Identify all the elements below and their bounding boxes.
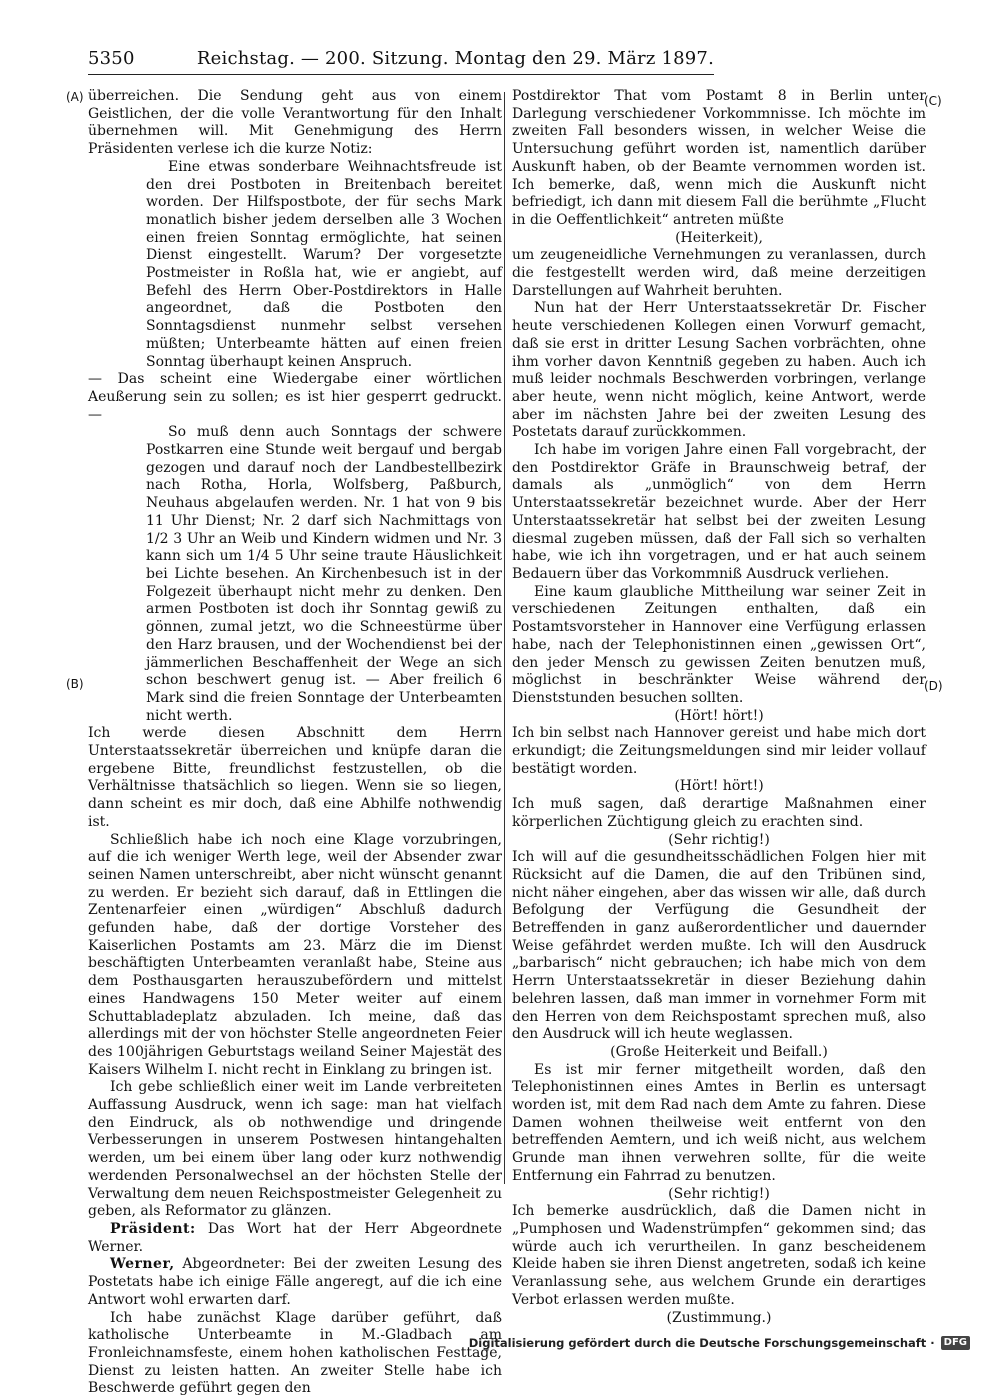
running-title: Reichstag. — 200. Sitzung. Montag den 29. März 1897. (196, 47, 714, 69)
margin-mark-a: (A) (66, 90, 84, 104)
page-number: 5350 (88, 47, 135, 69)
paragraph: — Das scheint eine Wiedergabe einer wörtlichen Aeußerung sein zu sollen; es ist hier gesperrt gedruckt. — (88, 371, 502, 423)
quoted-notice: Eine etwas sonderbare Weihnachtsfreude ist den drei Postboten in Breitenbach bereitet worden. Der Hilfspostbote, der für sechs Mark monatlich bisher jedem derselben alle 3 Wochen einen freien Sonntag ermöglichte, hat seinen Dienst eingestellt. Warum? Der vorgesetzte Postmeister in Roßla hat, wie er angiebt, auf Befehl des Herrn Ober-Postdirektors in Halle angeordnet, daß die Postboten den Sonntagsdienst nunmehr selbst versehen müßten; Unterbeamte hätten auf einen freien Sonntag überhaupt keinen Anspruch. (146, 158, 502, 370)
interjection: (Sehr richtig!) (668, 831, 770, 848)
left-column (88, 88, 503, 1397)
paragraph: Ich bemerke ausdrücklich, daß die Damen nicht in „Pumphosen und Wadenstrümpfen“ gekommen sind; das würde auch ich verurtheilen. In ganz bescheidenem Kleide haben sie ihren Dienst angetreten, sodaß ich keine Veranlassung sehe, aus welchem Grunde ein derartiges Verbot erlassen werden mußte. (512, 1203, 926, 1308)
margin-mark-d: (D) (924, 679, 943, 693)
paragraph: Ich habe zunächst Klage darüber geführt, daß katholische Unterbeamte in M.-Gladbach am Fronleichnamsfeste, einem hohen katholischen Festtage, Dienst zu leisten hatten. An zweiter Stelle habe ich Beschwerde geführt gegen den (88, 1309, 502, 1397)
right-column (512, 88, 926, 1326)
footer-credit (469, 1334, 970, 1352)
interjection: (Große Heiterkeit und Beifall.) (610, 1043, 828, 1060)
paragraph: Eine kaum glaubliche Mittheilung war seiner Zeit in verschiedenen Zeitungen enthalten, daß ein Postamtsvorsteher in Hannover eine Verfügung erlassen habe, nach der Telephonistinnen einen „gewissen Ort“, den jeder Mensch zu gewissen Zeiten benutzen muß, möglichst in beschränkter Weise während der Dienststunden besuchen sollten. (512, 583, 926, 706)
speech-praesident (88, 1221, 502, 1256)
interjection: (Hört! hört!) (674, 707, 764, 724)
dfg-logo: DFG (941, 1336, 970, 1350)
interjection: (Heiterkeit), (675, 229, 763, 246)
page-header (88, 44, 714, 72)
paragraph: Es ist mir ferner mitgetheilt worden, daß den Telephonistinnen eines Amtes in Berlin es untersagt worden ist, mit dem Rad nach dem Amte zu fahren. Diese Damen wohnen theilweise weit entfernt von den betreffenden Aemtern, und ich weiß nicht, aus welchem Grunde man ihnen verwehren sollte, für die weite Entfernung ein Fahrrad zu benutzen. (512, 1061, 926, 1184)
header-rule (88, 74, 714, 75)
interjection: (Sehr richtig!) (668, 1185, 770, 1202)
paragraph: Nun hat der Herr Unterstaatssekretär Dr. Fischer heute verschiedenen Kollegen einen Vorwurf gemacht, daß sie erst in dritter Lesung Sachen vorbrächten, ohne ihm vorher davon Kenntniß gegeben zu haben. Auch ich muß leider nochmals Beschwerden vorbringen, verlange aber heute, wenn nicht möglich, keine Antwort, werde aber im nächsten Jahre bei der zweiten Lesung des Postetats darauf zurückkommen. (512, 300, 926, 441)
speech-werner (88, 1256, 502, 1309)
paragraph: Ich will auf die gesundheitsschädlichen Folgen hier mit Rücksicht auf die Damen, die auf den Tribünen sind, nicht näher eingehen, aber das wissen wir alle, daß durch Befolgung der Verfügung die Gesundheit der Betreffenden in ganz außerordentlicher und dauernder Weise gefährdet werden mußte. Ich will den Ausdruck „barbarisch“ nicht gebrauchen; ich habe mich von dem Herrn Unterstaatssekretär in dieser Beziehung dahin belehren lassen, daß man immer in vornehmer Form mit den Herren von dem Reichspostamt sprechen muß, also den Ausdruck will ich heute weglassen. (512, 849, 926, 1043)
margin-mark-b: (B) (66, 677, 84, 691)
interjection: (Hört! hört!) (674, 778, 764, 795)
paragraph: um zeugeneidliche Vernehmungen zu veranlassen, durch die festgestellt werden wird, daß meine derzeitigen Darstellungen auf Wahrheit beruhten. (512, 247, 926, 299)
speaker-name: Präsident: (110, 1221, 196, 1237)
quoted-notice: So muß denn auch Sonntags der schwere Postkarren eine Stunde weit bergauf und bergab gezogen und darauf noch der Landbestellbezirk nach Rotha, Horla, Wolfsberg, Paßburch, Neuhaus abgelaufen werden. Nr. 1 hat von 9 bis 11 Uhr Dienst; Nr. 2 darf sich Nachmittags von 1/2 3 Uhr an Weib und Kindern widmen und Nr. 3 kann sich um 1/4 5 Uhr seine traute Häuslichkeit bei Lichte besehen. An Kirchenbesuch ist in der Folgezeit überhaupt nicht mehr zu denken. Den armen Postboten ist doch ihr Sonntag gewiß zu gönnen, zumal jetzt, wo die Schneestürme über den Harz brausen, und der Wochendienst bei der jämmerlichen Beschaffenheit der Wege an sich schon beschwert genug ist. — Aber freilich 6 Mark sind die freien Sonntage der Unterbeamten nicht werth. (146, 424, 502, 724)
paragraph: Schließlich habe ich noch eine Klage vorzubringen, auf die ich weniger Werth lege, weil der Absender zwar seinen Namen unterschreibt, aber nicht wünscht genannt zu werden. Er bezieht sich darauf, daß in Ettlingen die Zentenarfeier einen „würdigen“ Abschluß dadurch gefunden habe, daß der dortige Vorsteher des Kaiserlichen Postamts am 23. März die im Dienst beschäftigten Unterbeamten veranlaßt habe, Steine aus dem Posthausgarten herauszubefördern und mittelst eines Handwagens 150 Meter weiter auf einem Schuttabladeplatz abzuladen. Ich meine, daß das allerdings mit der von höchster Stelle angeordneten Feier des 100jährigen Geburtstags weiland Seiner Majestät des Kaisers Wilhelm I. nicht recht in Einklang zu bringen ist. (88, 831, 502, 1078)
interjection: (Zustimmung.) (666, 1309, 772, 1326)
speech-text: Das Wort hat der Herr Abgeordnete Werner. (88, 1221, 502, 1255)
speech-text: Abgeordneter: Bei der zweiten Lesung des Postetats habe ich einige Fälle angeregt, auf die ich eine Antwort wohl erwarten darf. (88, 1256, 503, 1308)
paragraph: Ich bin selbst nach Hannover gereist und habe mich dort erkundigt; die Zeitungsmeldungen sind mir leider vollauf bestätigt worden. (512, 725, 926, 777)
paragraph: Ich gebe schließlich einer weit im Lande verbreiteten Auffassung Ausdruck, wenn ich sage: man hat vielfach den Eindruck, als ob nothwendige und dringende Verbesserungen in unserem Postwesen hintangehalten werden, um bei einem über lang oder kurz nothwendig werdenden Personalwechsel an der höchsten Stelle der Verwaltung dem neuen Reichspostmeister Gelegenheit zu geben, als Reformator zu glänzen. (88, 1079, 502, 1220)
paragraph: Ich werde diesen Abschnitt dem Herrn Unterstaatssekretär überreichen und knüpfe daran die ergebene Bitte, freundlichst festzustellen, ob die Verhältnisse thatsächlich so liegen. Wenn sie so liegen, dann scheint es mir doch, daß eine Abhilfe nothwendig ist. (88, 725, 502, 830)
paragraph: Postdirektor That vom Postamt 8 in Berlin unter Darlegung verschiedener Vorkommnisse. Ich möchte im zweiten Fall besonders wissen, in welcher Weise die Untersuchung geführt worden ist, namentlich darüber Auskunft haben, ob der Beamte vernommen worden ist. Ich bemerke, daß, wenn mich die Auskunft nicht befriedigt, ich dann mit diesem Fall die berühmte „Flucht in die Oeffentlichkeit“ antreten müßte (512, 88, 926, 228)
paragraph: Ich habe im vorigen Jahre einen Fall vorgebracht, der den Postdirektor Gräfe in Braunschweig betraf, der damals als „unmöglich“ von dem Herrn Unterstaatssekretär bezeichnet wurde. Aber der Herr Unterstaatssekretär hat selbst bei der zweiten Lesung diesmal zugeben müssen, daß der Fall sich so verhalten habe, wie ich ihn vorgetragen, und er hat auch seinem Bedauern über das Vorkommniß Ausdruck verliehen. (512, 442, 926, 582)
funding-credit: Digitalisierung gefördert durch die Deutsche Forschungsgemeinschaft · (468, 1336, 935, 1350)
margin-mark-c: (C) (924, 94, 942, 108)
paragraph: Ich muß sagen, daß derartige Maßnahmen einer körperlichen Züchtigung gleich zu erachten sind. (512, 796, 926, 830)
speaker-name: Werner, (110, 1256, 175, 1273)
paragraph: überreichen. Die Sendung geht aus von einem Geistlichen, der die volle Verantwortung für den Inhalt übernehmen will. Mit Genehmigung des Herrn Präsidenten verlese ich die kurze Notiz: (88, 88, 502, 158)
column-divider (504, 92, 505, 1184)
